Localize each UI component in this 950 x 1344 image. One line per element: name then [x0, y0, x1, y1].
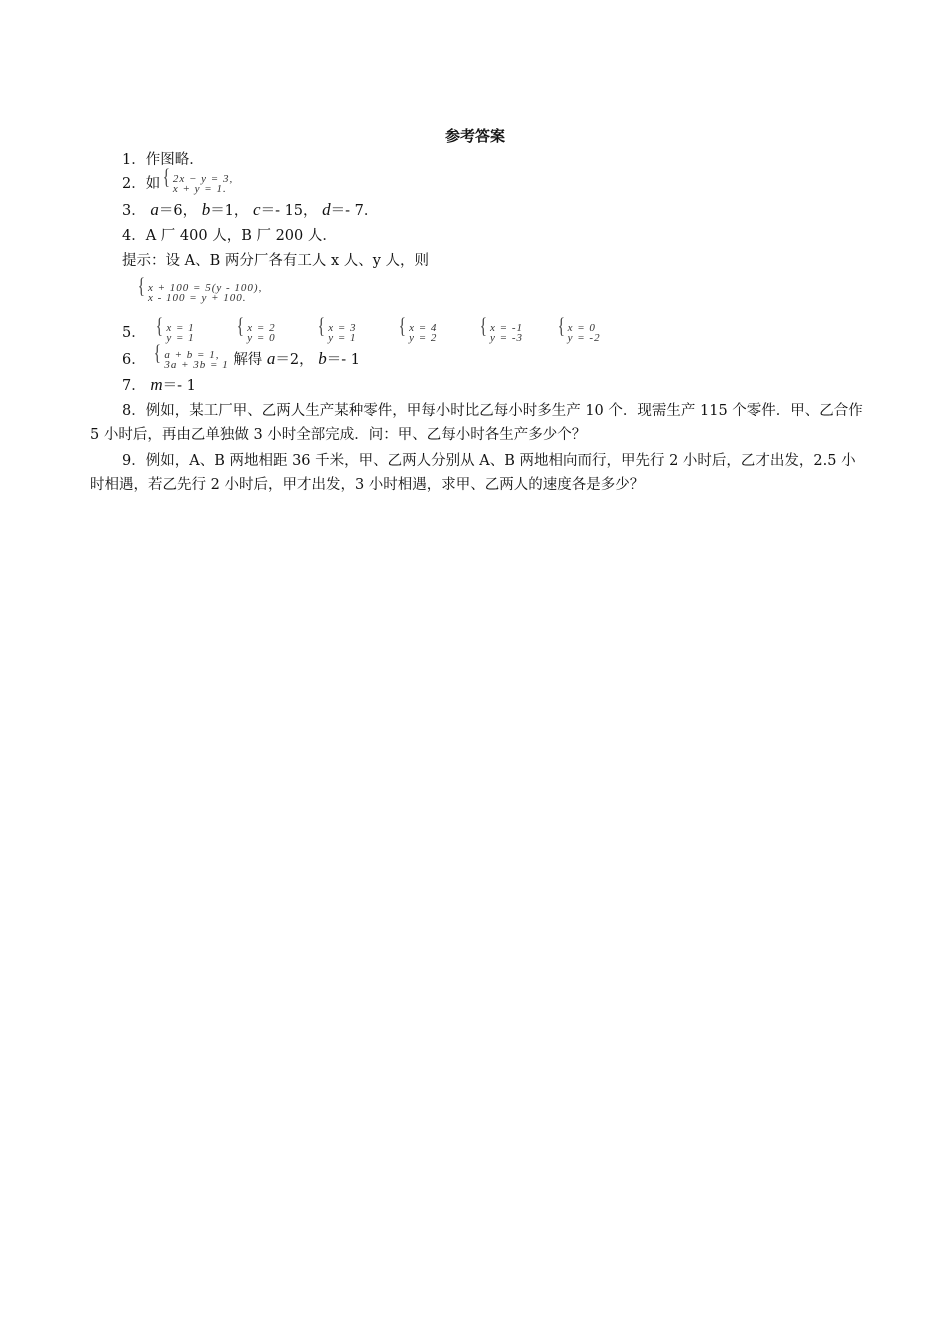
- value-a: ＝2，: [275, 352, 314, 368]
- var-c: c: [253, 200, 261, 219]
- equation-line: x = -1: [490, 322, 523, 334]
- answer-5-prefix: 5．: [122, 325, 146, 341]
- equation-line: 3a + 3b = 1: [164, 359, 229, 371]
- equation-line: x + 100 = 5(y - 100),: [148, 282, 263, 294]
- equation-line: x - 100 = y + 100.: [148, 292, 247, 304]
- var-d: d: [322, 200, 331, 219]
- value-a: ＝6，: [158, 203, 198, 219]
- solution-system: [317, 313, 357, 344]
- brace-icon: {: [236, 313, 245, 338]
- answer-3-prefix: 3．: [122, 203, 146, 219]
- solution-system: [155, 313, 195, 344]
- equation-line: y = -3: [490, 332, 523, 344]
- answer-7-prefix: 7．: [122, 378, 146, 394]
- var-a: a: [266, 349, 276, 368]
- answer-2-equation-system: [162, 164, 234, 195]
- answer-9: 9．例如，A、B 两地相距 36 千米，甲、乙两人分别从 A、B 两地相向而行，甲先行 2 小时后，乙才出发，2.5 小时相遇，若乙先行 2 小时后，甲才出发，3 小时相遇，求甲、乙两人的速度各是多少？: [90, 453, 856, 493]
- answer-4: 4．A 厂 400 人，B 厂 200 人．: [122, 228, 337, 244]
- solution-system: [557, 313, 601, 344]
- brace-icon: {: [153, 340, 162, 365]
- value-b: ＝- 1: [326, 352, 360, 368]
- equation-line: x = 4: [409, 322, 438, 334]
- brace-icon: {: [479, 313, 488, 338]
- equation-line: x = 3: [328, 322, 357, 334]
- hint-equation-system: [137, 273, 263, 304]
- equation-line: y = 1: [328, 332, 357, 344]
- brace-icon: {: [557, 313, 565, 338]
- brace-icon: {: [317, 313, 326, 338]
- answer-7: [122, 375, 196, 396]
- answer-2: [122, 164, 234, 195]
- equation-line: y = 0: [247, 332, 276, 344]
- equation-line: y = -2: [567, 332, 601, 344]
- value-b: ＝1，: [210, 203, 249, 219]
- answer-6-prefix: 6．: [122, 352, 146, 368]
- answer-1: 1．作图略．: [122, 152, 204, 168]
- var-a: a: [150, 200, 159, 219]
- var-b: b: [318, 349, 327, 368]
- equation-line: y = 2: [409, 332, 438, 344]
- equation-line: x = 2: [247, 322, 276, 334]
- answer-2-prefix: 2．如: [122, 176, 161, 192]
- equation-line: x = 1: [166, 322, 195, 334]
- page-title: 参考答案: [444, 127, 505, 145]
- solution-system: [479, 313, 523, 344]
- equation-line: x = 0: [567, 322, 596, 334]
- brace-icon: {: [137, 273, 145, 298]
- value-d: ＝- 7．: [330, 203, 379, 219]
- equation-line: x + y = 1.: [172, 183, 227, 195]
- answer-5: [122, 313, 601, 344]
- equation-line: 2x − y = 3,: [172, 173, 234, 185]
- brace-icon: {: [155, 313, 164, 338]
- answer-6: [122, 340, 360, 371]
- equation-line: a + b = 1,: [164, 349, 220, 361]
- brace-icon: {: [162, 164, 170, 189]
- value-c: ＝- 15，: [260, 203, 318, 219]
- equation-line: y = 1: [166, 332, 195, 344]
- answer-3: [122, 200, 378, 221]
- answer-6-text: 解得: [233, 352, 263, 368]
- answer-6-equation-system: [153, 340, 229, 371]
- solution-system: [398, 313, 438, 344]
- var-b: b: [201, 200, 211, 219]
- var-m: m: [150, 375, 163, 394]
- value-m: ＝- 1: [162, 378, 196, 394]
- hint-equation-block: [137, 273, 263, 304]
- answer-8: 8．例如，某工厂甲、乙两人生产某种零件，甲每小时比乙每小时多生产 10 个．现需生产 115 个零件．甲、乙合作 5 小时后，再由乙单独做 3 小时全部完成．问：甲、乙每小时各生产多少个？: [90, 403, 863, 443]
- hint-text: 提示：设 A、B 两分厂各有工人 x 人、y 人，则: [122, 253, 430, 269]
- brace-icon: {: [398, 313, 407, 338]
- solution-system: [236, 313, 276, 344]
